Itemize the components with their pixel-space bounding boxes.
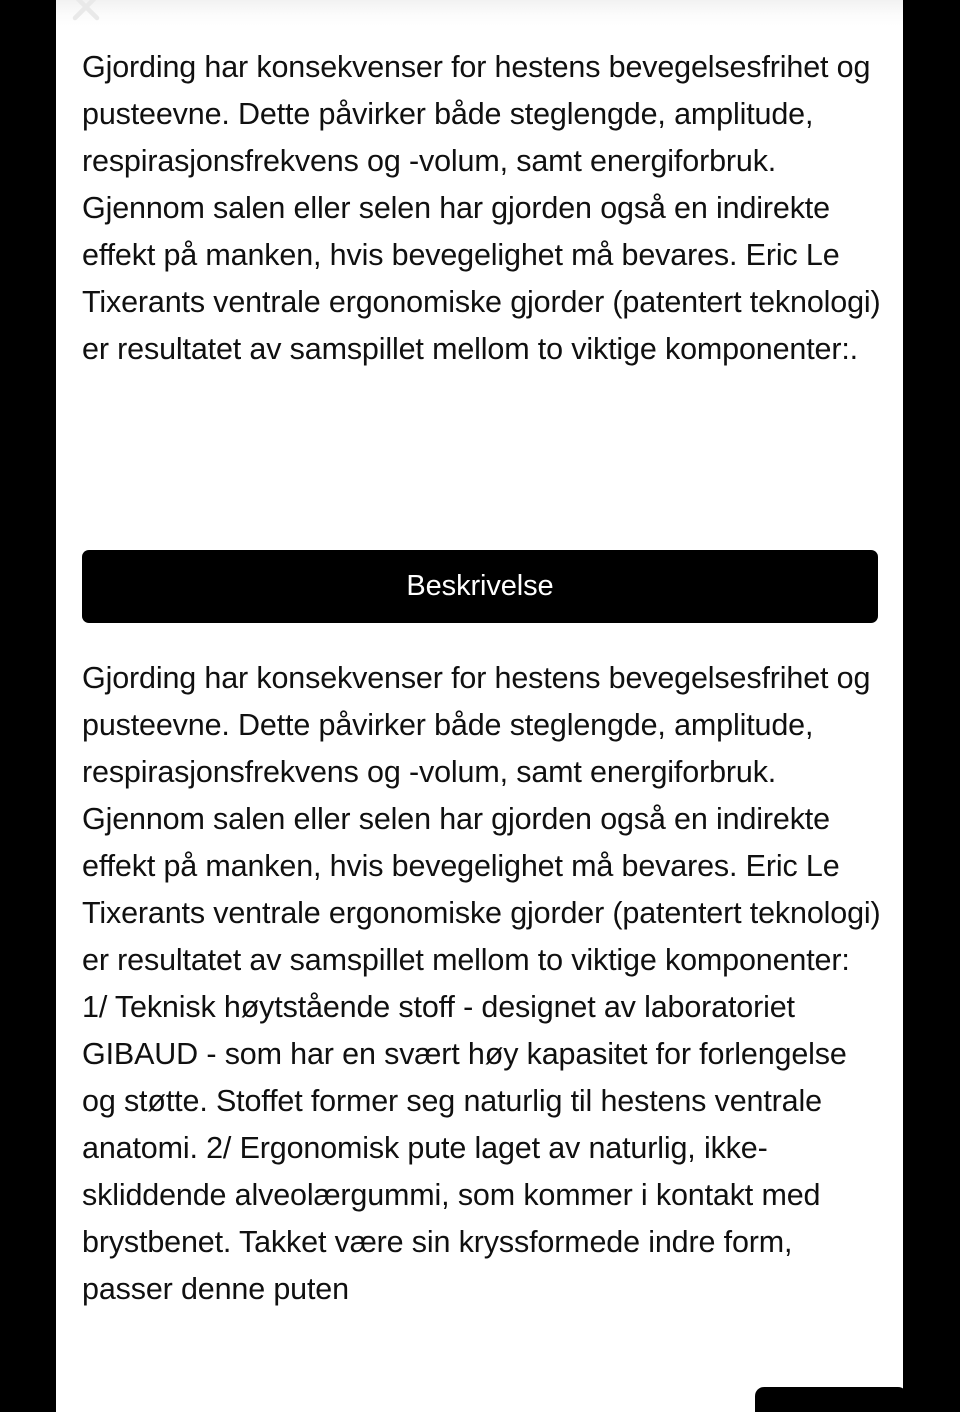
section-header-beskrivelse[interactable] xyxy=(82,550,878,623)
sheet-top-shadow xyxy=(56,0,903,26)
intro-paragraph: Gjording har konsekvenser for hestens bevegelsesfrihet og pusteevne. Dette påvirker både steglengde, amplitude, respirasjonsfrekvens og -volum, samt energiforbruk. Gjennom salen eller selen har gjorden også en indirekte effekt på manken, hvis bevegelighet må bevares. Eric Le Tixerants ventrale ergonomiske gjorder (patentert teknologi) er resultatet av samspillet mellom to viktige komponenter:. xyxy=(82,50,889,366)
floating-action-chip[interactable] xyxy=(755,1387,903,1412)
close-icon[interactable] xyxy=(62,0,110,31)
letterbox-bar-left xyxy=(0,0,56,1412)
product-detail-sheet xyxy=(56,0,903,1412)
letterbox-bar-right xyxy=(903,0,960,1412)
description-body-paragraph: Gjording har konsekvenser for hestens bevegelsesfrihet og pusteevne. Dette påvirker både steglengde, amplitude, respirasjonsfrekvens og -volum, samt energiforbruk. Gjennom salen eller selen har gjorden også en indirekte effekt på manken, hvis bevegelighet må bevares. Eric Le Tixerants ventrale ergonomiske gjorder (patentert teknologi) er resultatet av samspillet mellom to viktige komponenter: 1/ Teknisk høytstående stoff - designet av laboratoriet GIBAUD - som har en svært høy kapasitet for forlengelse og støtte. Stoffet former seg naturlig til hestens ventrale anatomi. 2/ Ergonomisk pute laget av naturlig, ikke-skliddende alveolærgummi, som kommer i kontakt med brystbenet. Takket være sin kryssformede indre form, passer denne puten xyxy=(82,661,889,1306)
section-header-label: Beskrivelse xyxy=(406,570,554,602)
